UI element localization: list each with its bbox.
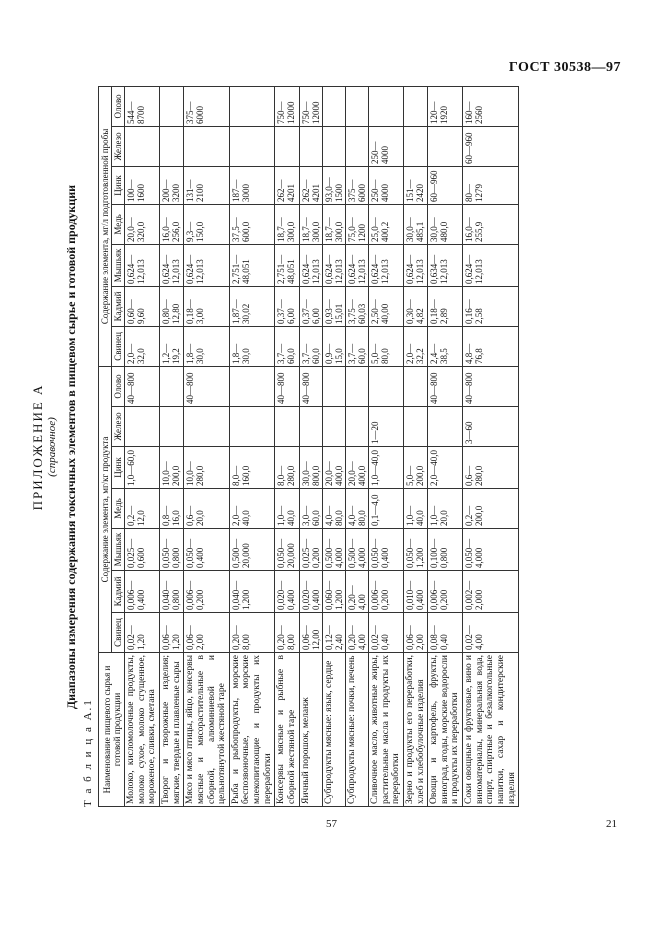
table-row	[299, 86, 322, 806]
value-cell	[345, 86, 368, 126]
table-body	[125, 86, 519, 806]
value-cell: 60—960	[463, 126, 519, 166]
table-row	[345, 86, 368, 806]
value-cell: 3—60	[463, 407, 519, 447]
value-cell: 16,0—256,0	[160, 204, 184, 244]
table-row	[403, 86, 427, 806]
col-header-arsenic: Мышьяк	[112, 529, 125, 571]
product-name-cell: Рыба и рыбопродукты, морские беспозвоночные, морские млекопитающие и продукты их переработки	[229, 653, 275, 807]
value-cell: 0,060—1,200	[322, 571, 345, 613]
value-cell	[345, 366, 368, 406]
value-cell	[369, 86, 404, 126]
value-cell	[403, 86, 427, 126]
value-cell	[322, 407, 345, 447]
value-cell: 80—1279	[463, 166, 519, 204]
value-cell: 0,02—1,20	[125, 613, 160, 653]
value-cell: 0,20—8,00	[275, 613, 299, 653]
value-cell: 1,0—40,0	[369, 447, 404, 489]
value-cell	[345, 407, 368, 447]
value-cell: 93,0—1500	[322, 166, 345, 204]
value-cell: 0,050—0,400	[184, 529, 230, 571]
col-group-mg-l: Содержание элемента, мг/л подготовленной пробы	[99, 86, 112, 366]
table-row	[125, 86, 160, 806]
value-cell: 0,624—12,013	[463, 244, 519, 286]
value-cell: 0,06—2,00	[184, 613, 230, 653]
value-cell: 25,0—400,2	[369, 204, 404, 244]
col-header-lead-2: Свинец	[112, 326, 125, 366]
value-cell: 0,006—0,200	[184, 571, 230, 613]
value-cell	[345, 126, 368, 166]
value-cell: 0,12—2,40	[322, 613, 345, 653]
value-cell: 1,0—40,0	[275, 489, 299, 529]
value-cell: 40—800	[463, 366, 519, 406]
product-name-cell: Субпродукты мясные: почки, печень	[345, 653, 368, 807]
value-cell: 40—800	[299, 366, 322, 406]
value-cell	[403, 407, 427, 447]
product-name-cell: Творог и творожные изделия; мягкие, твердые и плавленые сыры	[160, 653, 184, 807]
table-row	[428, 86, 463, 806]
value-cell: 3,7—60,0	[299, 326, 322, 366]
value-cell: 4,0—80,0	[322, 489, 345, 529]
value-cell	[322, 366, 345, 406]
value-cell: 20,0—400,0	[345, 447, 368, 489]
value-cell: 2,0—32,2	[403, 326, 427, 366]
value-cell: 0,634—12,013	[428, 244, 463, 286]
value-cell: 4,8—76,8	[463, 326, 519, 366]
value-cell	[229, 86, 275, 126]
value-cell: 250—4000	[369, 126, 404, 166]
value-cell: 2,751—48,051	[229, 244, 275, 286]
value-cell: 2,0—32,0	[125, 326, 160, 366]
value-cell	[275, 126, 299, 166]
value-cell: 0,624—12,013	[322, 244, 345, 286]
value-cell	[428, 126, 463, 166]
value-cell: 3,7—60,0	[275, 326, 299, 366]
value-cell: 0,37—6,00	[299, 286, 322, 326]
page-number-left: 57	[326, 818, 337, 830]
value-cell: 75,0—1200	[345, 204, 368, 244]
value-cell: 1,8—30,0	[229, 326, 275, 366]
value-cell: 1—20	[369, 407, 404, 447]
value-cell: 0,050—4,000	[463, 529, 519, 571]
value-cell: 30,0—485,1	[403, 204, 427, 244]
value-cell: 375—6000	[345, 166, 368, 204]
value-cell: 5,0—200,0	[403, 447, 427, 489]
value-cell: 0,050—0,400	[369, 529, 404, 571]
value-cell: 0,9—15,0	[322, 326, 345, 366]
col-header-copper-2: Медь	[112, 204, 125, 244]
value-cell	[322, 126, 345, 166]
table-label: Т а б л и ц а А.1	[82, 698, 94, 807]
value-cell	[125, 126, 160, 166]
value-cell: 0,002—2,000	[463, 571, 519, 613]
value-cell: 100—1600	[125, 166, 160, 204]
standard-header: ГОСТ 30538—97	[508, 60, 621, 75]
value-cell: 8,0—280,0	[275, 447, 299, 489]
col-group-mg-kg: Содержание элемента, мг/кг продукта	[99, 366, 112, 652]
value-cell: 0,500—20,000	[229, 529, 275, 571]
value-cell: 375—6000	[184, 86, 230, 126]
value-cell: 160—2560	[463, 86, 519, 126]
value-cell: 0,025—0,200	[299, 529, 322, 571]
value-cell: 40—800	[184, 366, 230, 406]
col-header-iron-2: Железо	[112, 126, 125, 166]
col-header-tin: Олово	[112, 366, 125, 406]
value-cell	[160, 407, 184, 447]
value-cell: 0,60—9,60	[125, 286, 160, 326]
value-cell: 250—4000	[369, 166, 404, 204]
table-row	[184, 86, 230, 806]
value-cell: 0,624—12,013	[184, 244, 230, 286]
value-cell: 2,50—40,00	[369, 286, 404, 326]
value-cell: 0,624—12,013	[160, 244, 184, 286]
table-header-row-groups	[99, 86, 112, 806]
value-cell: 0,02—0,40	[369, 613, 404, 653]
product-name-cell: Овощи и картофель, фрукты, виноград, ягоды, морские водоросли и продукты их переработки	[428, 653, 463, 807]
product-name-cell: Зерно и продукты его переработки, хлеб и хлебобулочные изделия	[403, 653, 427, 807]
value-cell: 750—12000	[275, 86, 299, 126]
table-row	[275, 86, 299, 806]
value-cell: 0,20—8,00	[229, 613, 275, 653]
value-cell: 3,75—60,03	[345, 286, 368, 326]
value-cell	[403, 126, 427, 166]
value-cell: 2,0—40,0	[428, 447, 463, 489]
col-header-zinc-2: Цинк	[112, 166, 125, 204]
table-row	[160, 86, 184, 806]
col-header-tin-2: Олово	[112, 86, 125, 126]
value-cell: 0,624—12,013	[299, 244, 322, 286]
value-cell: 18,7—300,0	[322, 204, 345, 244]
value-cell: 0,8—16,0	[160, 489, 184, 529]
value-cell: 20,0—320,0	[125, 204, 160, 244]
product-name-cell: Соки овощные и фруктовые, вино и виноматериалы, минеральная вода, спирт, спиртные и безалкогольные напитки, сахар и кондитерские изделия	[463, 653, 519, 807]
value-cell	[229, 366, 275, 406]
value-cell: 37,5—600,0	[229, 204, 275, 244]
value-cell: 0,37—6,00	[275, 286, 299, 326]
appendix-main-title: Диапазоны измерения содержания токсичных элементов в пищевом сырье и готовой продукции	[64, 184, 78, 710]
value-cell: 40—800	[428, 366, 463, 406]
value-cell: 544—8700	[125, 86, 160, 126]
table-row	[463, 86, 519, 806]
value-cell: 18,7—300,0	[275, 204, 299, 244]
value-cell: 0,1—4,0	[369, 489, 404, 529]
value-cell	[160, 126, 184, 166]
value-cell	[184, 126, 230, 166]
value-cell: 0,500—4,000	[322, 529, 345, 571]
value-cell: 0,624—12,013	[345, 244, 368, 286]
product-name-cell: Молоко, кисломолочные продукты, молоко сухое, молоко сгущенное, мороженое, сливки, сметана	[125, 653, 160, 807]
value-cell: 0,050—20,000	[275, 529, 299, 571]
value-cell: 2,4—38,5	[428, 326, 463, 366]
value-cell: 60—960	[428, 166, 463, 204]
col-header-copper: Медь	[112, 489, 125, 529]
value-cell	[299, 126, 322, 166]
value-cell: 0,18—2,89	[428, 286, 463, 326]
value-cell: 0,006—0,400	[125, 571, 160, 613]
value-cell: 0,624—12,013	[369, 244, 404, 286]
value-cell	[299, 407, 322, 447]
value-cell	[403, 366, 427, 406]
value-cell: 0,16—2,58	[463, 286, 519, 326]
value-cell: 0,2—12,0	[125, 489, 160, 529]
value-cell: 187—3000	[229, 166, 275, 204]
col-header-lead: Свинец	[112, 613, 125, 653]
value-cell: 120—1920	[428, 86, 463, 126]
value-cell: 18,7—300,0	[299, 204, 322, 244]
value-cell: 1,87—30,02	[229, 286, 275, 326]
value-cell: 0,6—20,0	[184, 489, 230, 529]
value-cell	[160, 366, 184, 406]
value-cell: 0,18—3,00	[184, 286, 230, 326]
value-cell: 0,2—200,0	[463, 489, 519, 529]
value-cell: 0,025—0,600	[125, 529, 160, 571]
value-cell: 0,006—0,200	[428, 571, 463, 613]
product-name-cell: Яичный порошок, меланж	[299, 653, 322, 807]
value-cell: 10,0—200,0	[160, 447, 184, 489]
value-cell: 0,02—4,00	[463, 613, 519, 653]
value-cell	[160, 86, 184, 126]
product-name-cell: Субпродукты мясные: язык, сердце	[322, 653, 345, 807]
product-name-cell: Консервы мясные и рыбные в сборной жестяной таре	[275, 653, 299, 807]
value-cell: 4,0—80,0	[345, 489, 368, 529]
value-cell	[322, 86, 345, 126]
value-cell: 40—800	[275, 366, 299, 406]
value-cell: 200—3200	[160, 166, 184, 204]
value-cell: 2,751—48,051	[275, 244, 299, 286]
value-cell: 0,006—0,200	[369, 571, 404, 613]
value-cell: 0,06—12,00	[299, 613, 322, 653]
value-cell	[184, 407, 230, 447]
table-row	[322, 86, 345, 806]
value-cell: 0,624—12,013	[125, 244, 160, 286]
col-header-name: Наименование пищевого сырья и готовой продукции	[99, 653, 125, 807]
value-cell: 0,93—15,01	[322, 286, 345, 326]
value-cell: 0,06—2,00	[403, 613, 427, 653]
toxic-elements-table	[98, 86, 519, 807]
appendix-subtitle: (справочное)	[46, 417, 58, 477]
value-cell: 10,0—280,0	[184, 447, 230, 489]
col-header-zinc: Цинк	[112, 447, 125, 489]
value-cell	[229, 126, 275, 166]
value-cell: 16,0—255,9	[463, 204, 519, 244]
value-cell: 3,7—60,0	[345, 326, 368, 366]
value-cell: 262—4201	[275, 166, 299, 204]
value-cell	[428, 407, 463, 447]
value-cell: 5,0—80,0	[369, 326, 404, 366]
value-cell: 1,2—19,2	[160, 326, 184, 366]
page-number-right: 21	[606, 818, 617, 830]
col-header-iron: Железо	[112, 407, 125, 447]
value-cell	[275, 407, 299, 447]
value-cell: 0,6—280,0	[463, 447, 519, 489]
col-header-cadmium-2: Кадмий	[112, 286, 125, 326]
value-cell	[125, 407, 160, 447]
value-cell: 0,20—4,00	[345, 613, 368, 653]
value-cell: 20,0—400,0	[322, 447, 345, 489]
value-cell: 30,0—480,0	[428, 204, 463, 244]
value-cell: 1,0—40,0	[403, 489, 427, 529]
value-cell: 1,0—60,0	[125, 447, 160, 489]
value-cell: 131—2100	[184, 166, 230, 204]
value-cell: 0,500—4,000	[345, 529, 368, 571]
value-cell: 750—12000	[299, 86, 322, 126]
value-cell: 40—800	[125, 366, 160, 406]
table-row	[369, 86, 404, 806]
value-cell: 3,0—60,0	[299, 489, 322, 529]
value-cell: 9,3—150,0	[184, 204, 230, 244]
col-header-arsenic-2: Мышьяк	[112, 244, 125, 286]
value-cell: 0,20—4,00	[345, 571, 368, 613]
value-cell: 8,0—160,0	[229, 447, 275, 489]
value-cell	[369, 366, 404, 406]
value-cell: 2,0—40,0	[229, 489, 275, 529]
value-cell: 0,050—1,200	[403, 529, 427, 571]
value-cell: 262—4201	[299, 166, 322, 204]
value-cell: 0,010—0,400	[403, 571, 427, 613]
table-row	[229, 86, 275, 806]
value-cell: 0,80—12,80	[160, 286, 184, 326]
col-header-cadmium: Кадмий	[112, 571, 125, 613]
value-cell: 30,0—800,0	[299, 447, 322, 489]
value-cell: 151—2420	[403, 166, 427, 204]
value-cell: 0,050—0,800	[160, 529, 184, 571]
value-cell: 0,020—0,400	[299, 571, 322, 613]
value-cell: 0,020—0,400	[275, 571, 299, 613]
product-name-cell: Сливочное масло, животные жиры, растительные масла и продукты их переработки	[369, 653, 404, 807]
value-cell: 0,624—12,013	[403, 244, 427, 286]
value-cell	[229, 407, 275, 447]
value-cell: 0,040—1,200	[229, 571, 275, 613]
appendix-title: ПРИЛОЖЕНИЕ А	[30, 383, 45, 511]
value-cell: 0,100—0,800	[428, 529, 463, 571]
value-cell: 0,06—1,20	[160, 613, 184, 653]
value-cell: 1,0—20,0	[428, 489, 463, 529]
value-cell: 1,8—30,0	[184, 326, 230, 366]
value-cell: 0,040—0,800	[160, 571, 184, 613]
value-cell: 0,08—0,40	[428, 613, 463, 653]
rotated-appendix-content	[30, 87, 630, 807]
value-cell: 0,30—4,82	[403, 286, 427, 326]
product-name-cell: Мясо и мясо птицы, яйцо, консервы мясные и мясорастительные в сборной, алюминиевой и цельнотянутой жестяной таре	[184, 653, 230, 807]
